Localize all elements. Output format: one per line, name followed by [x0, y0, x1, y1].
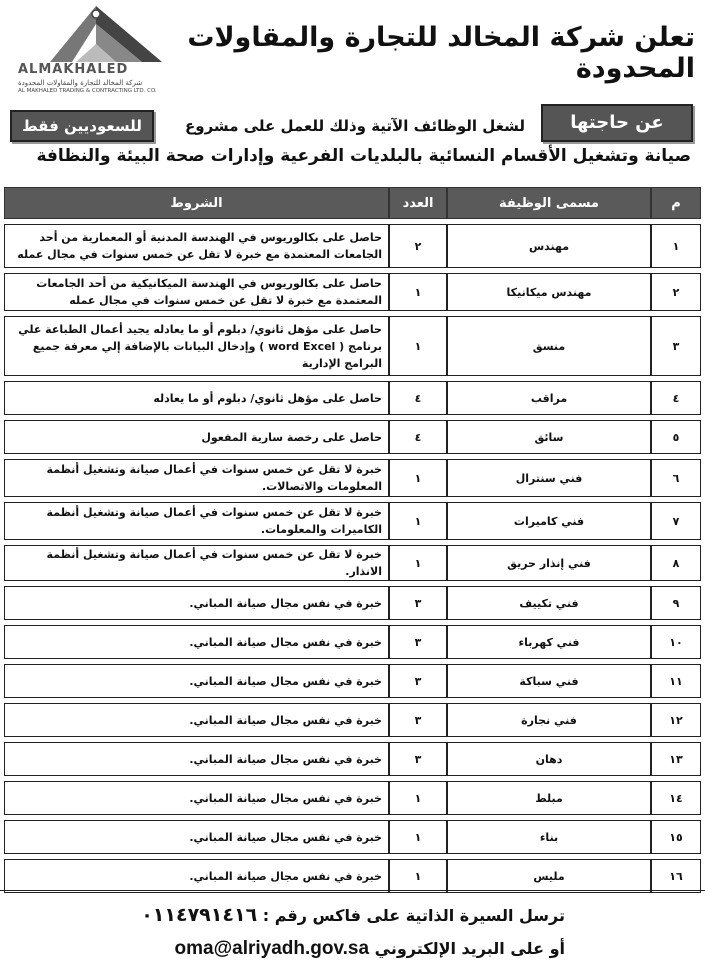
row-conditions: خبرة في نفس مجال صيانة المباني. [4, 820, 389, 854]
table-row [4, 224, 701, 268]
header-count: العدد [389, 187, 447, 219]
row-number: ١١ [651, 664, 701, 698]
row-number: ٣ [651, 316, 701, 376]
row-job-title: فني تكييف [447, 586, 651, 620]
row-count: ١ [389, 859, 447, 893]
row-number: ١٥ [651, 820, 701, 854]
header-title: مسمى الوظيفة [447, 187, 651, 219]
footer-divider [0, 890, 705, 891]
row-count: ١ [389, 316, 447, 376]
table-row [4, 420, 701, 454]
row-job-title: فني سنترال [447, 459, 651, 497]
table-row [4, 502, 701, 540]
triangle-logo-icon [12, 4, 180, 64]
jobs-table [4, 182, 701, 898]
row-number: ١٠ [651, 625, 701, 659]
row-conditions: خبرة في نفس مجال صيانة المباني. [4, 625, 389, 659]
row-conditions: حاصل على بكالوريوس في الهندسة المدنية أو المعمارية من أحد الجامعات المعتمدة مع خبرة لا تقل عن خمس سنوات في مجال عمله [4, 224, 389, 268]
row-number: ٥ [651, 420, 701, 454]
row-conditions: خبرة في نفس مجال صيانة المباني. [4, 703, 389, 737]
row-count: ١ [389, 820, 447, 854]
table-row [4, 586, 701, 620]
need-badge: عن حاجتها [541, 104, 693, 142]
row-count: ١ [389, 459, 447, 497]
table-row [4, 664, 701, 698]
row-number: ٦ [651, 459, 701, 497]
row-count: ٤ [389, 420, 447, 454]
row-count: ١ [389, 545, 447, 581]
row-conditions: حاصل على بكالوريوس في الهندسة الميكانيكية من أحد الجامعات المعتمدة مع خبرة لا تقل عن خمس سنوات في مجال عمله [4, 273, 389, 311]
row-conditions: خبرة لا تقل عن خمس سنوات في أعمال صيانة وتشغيل أنظمة المعلومات والاتصالات. [4, 459, 389, 497]
row-conditions: خبرة لا تقل عن خمس سنوات في أعمال صيانة وتشغيل أنظمة الانذار. [4, 545, 389, 581]
row-number: ١٦ [651, 859, 701, 893]
email-address[interactable]: oma@alriyadh.gov.sa [174, 938, 370, 959]
project-description: صيانة وتشغيل الأقسام النسائية بالبلديات الفرعية وإدارات صحة البيئة والنظافة [36, 146, 691, 166]
row-count: ١ [389, 502, 447, 540]
row-conditions: خبرة في نفس مجال صيانة المباني. [4, 781, 389, 815]
row-conditions: خبرة في نفس مجال صيانة المباني. [4, 586, 389, 620]
row-count: ١ [389, 781, 447, 815]
email-line [175, 938, 565, 960]
row-job-title: مهندس [447, 224, 651, 268]
email-label: أو على البريد الإلكتروني [374, 939, 565, 958]
row-conditions: حاصل على رخصة سارية المفعول [4, 420, 389, 454]
row-job-title: مليس [447, 859, 651, 893]
logo-english-name: ALMAKHALED [18, 62, 129, 77]
row-job-title: فني نجارة [447, 703, 651, 737]
table-row [4, 316, 701, 376]
row-count: ١ [389, 273, 447, 311]
row-job-title: مبلط [447, 781, 651, 815]
logo-arabic-line: شركة المخالد للتجارة والمقاولات المحدودة [18, 79, 143, 87]
table-row [4, 781, 701, 815]
row-number: ١٤ [651, 781, 701, 815]
row-job-title: فني إنذار حريق [447, 545, 651, 581]
row-conditions: خبرة لا تقل عن خمس سنوات في أعمال صيانة وتشغيل أنظمة الكاميرات والمعلومات. [4, 502, 389, 540]
row-job-title: بناء [447, 820, 651, 854]
row-number: ٧ [651, 502, 701, 540]
row-job-title: منسق [447, 316, 651, 376]
row-count: ٣ [389, 586, 447, 620]
row-number: ٢ [651, 273, 701, 311]
jobs-table-body [4, 224, 701, 893]
row-count: ٤ [389, 381, 447, 415]
row-number: ١٣ [651, 742, 701, 776]
row-conditions: حاصل على مؤهل ثانوي/ دبلوم أو ما يعادله [4, 381, 389, 415]
row-job-title: فني كاميرات [447, 502, 651, 540]
row-count: ٣ [389, 703, 447, 737]
row-job-title: مراقب [447, 381, 651, 415]
row-conditions: حاصل على مؤهل ثانوي/ دبلوم أو ما يعادله يجيد أعمال الطباعة علي برنامج ( word Excel ) وإدخال البيانات بالإضافة إلي معرفة جميع البرامج الإدارية [4, 316, 389, 376]
row-number: ١ [651, 224, 701, 268]
row-job-title: مهندس ميكانيكا [447, 273, 651, 311]
row-job-title: فني سباكة [447, 664, 651, 698]
row-number: ٩ [651, 586, 701, 620]
table-row [4, 625, 701, 659]
fax-line [141, 904, 565, 926]
row-number: ١٢ [651, 703, 701, 737]
table-row [4, 545, 701, 581]
company-logo [12, 4, 180, 96]
announcement-title: تعلن شركة المخالد للتجارة والمقاولات المحدودة [187, 22, 695, 84]
project-intro-line: لشغل الوظائف الآتية وذلك للعمل على مشروع [185, 117, 525, 135]
row-number: ٤ [651, 381, 701, 415]
row-count: ٢ [389, 224, 447, 268]
row-job-title: فني كهرباء [447, 625, 651, 659]
table-header-row [4, 187, 701, 219]
table-row [4, 381, 701, 415]
row-conditions: خبرة في نفس مجال صيانة المباني. [4, 742, 389, 776]
row-conditions: خبرة في نفس مجال صيانة المباني. [4, 859, 389, 893]
header-number: م [651, 187, 701, 219]
row-job-title: دهان [447, 742, 651, 776]
row-job-title: سائق [447, 420, 651, 454]
row-number: ٨ [651, 545, 701, 581]
fax-number: ٠١١٤٧٩١٤١٦ [141, 904, 258, 926]
saudi-only-badge: للسعوديين فقط [10, 110, 154, 142]
row-count: ٣ [389, 742, 447, 776]
logo-english-line: AL MAKHALED TRADING & CONTRACTING LTD. CO. [18, 88, 157, 94]
table-row [4, 703, 701, 737]
table-row [4, 859, 701, 893]
row-conditions: خبرة في نفس مجال صيانة المباني. [4, 664, 389, 698]
row-count: ٣ [389, 625, 447, 659]
table-row [4, 459, 701, 497]
row-count: ٣ [389, 664, 447, 698]
table-row [4, 273, 701, 311]
table-row [4, 742, 701, 776]
header-conditions: الشروط [4, 187, 389, 219]
table-row [4, 820, 701, 854]
fax-label: ترسل السيرة الذاتية على فاكس رقم : [262, 906, 565, 925]
